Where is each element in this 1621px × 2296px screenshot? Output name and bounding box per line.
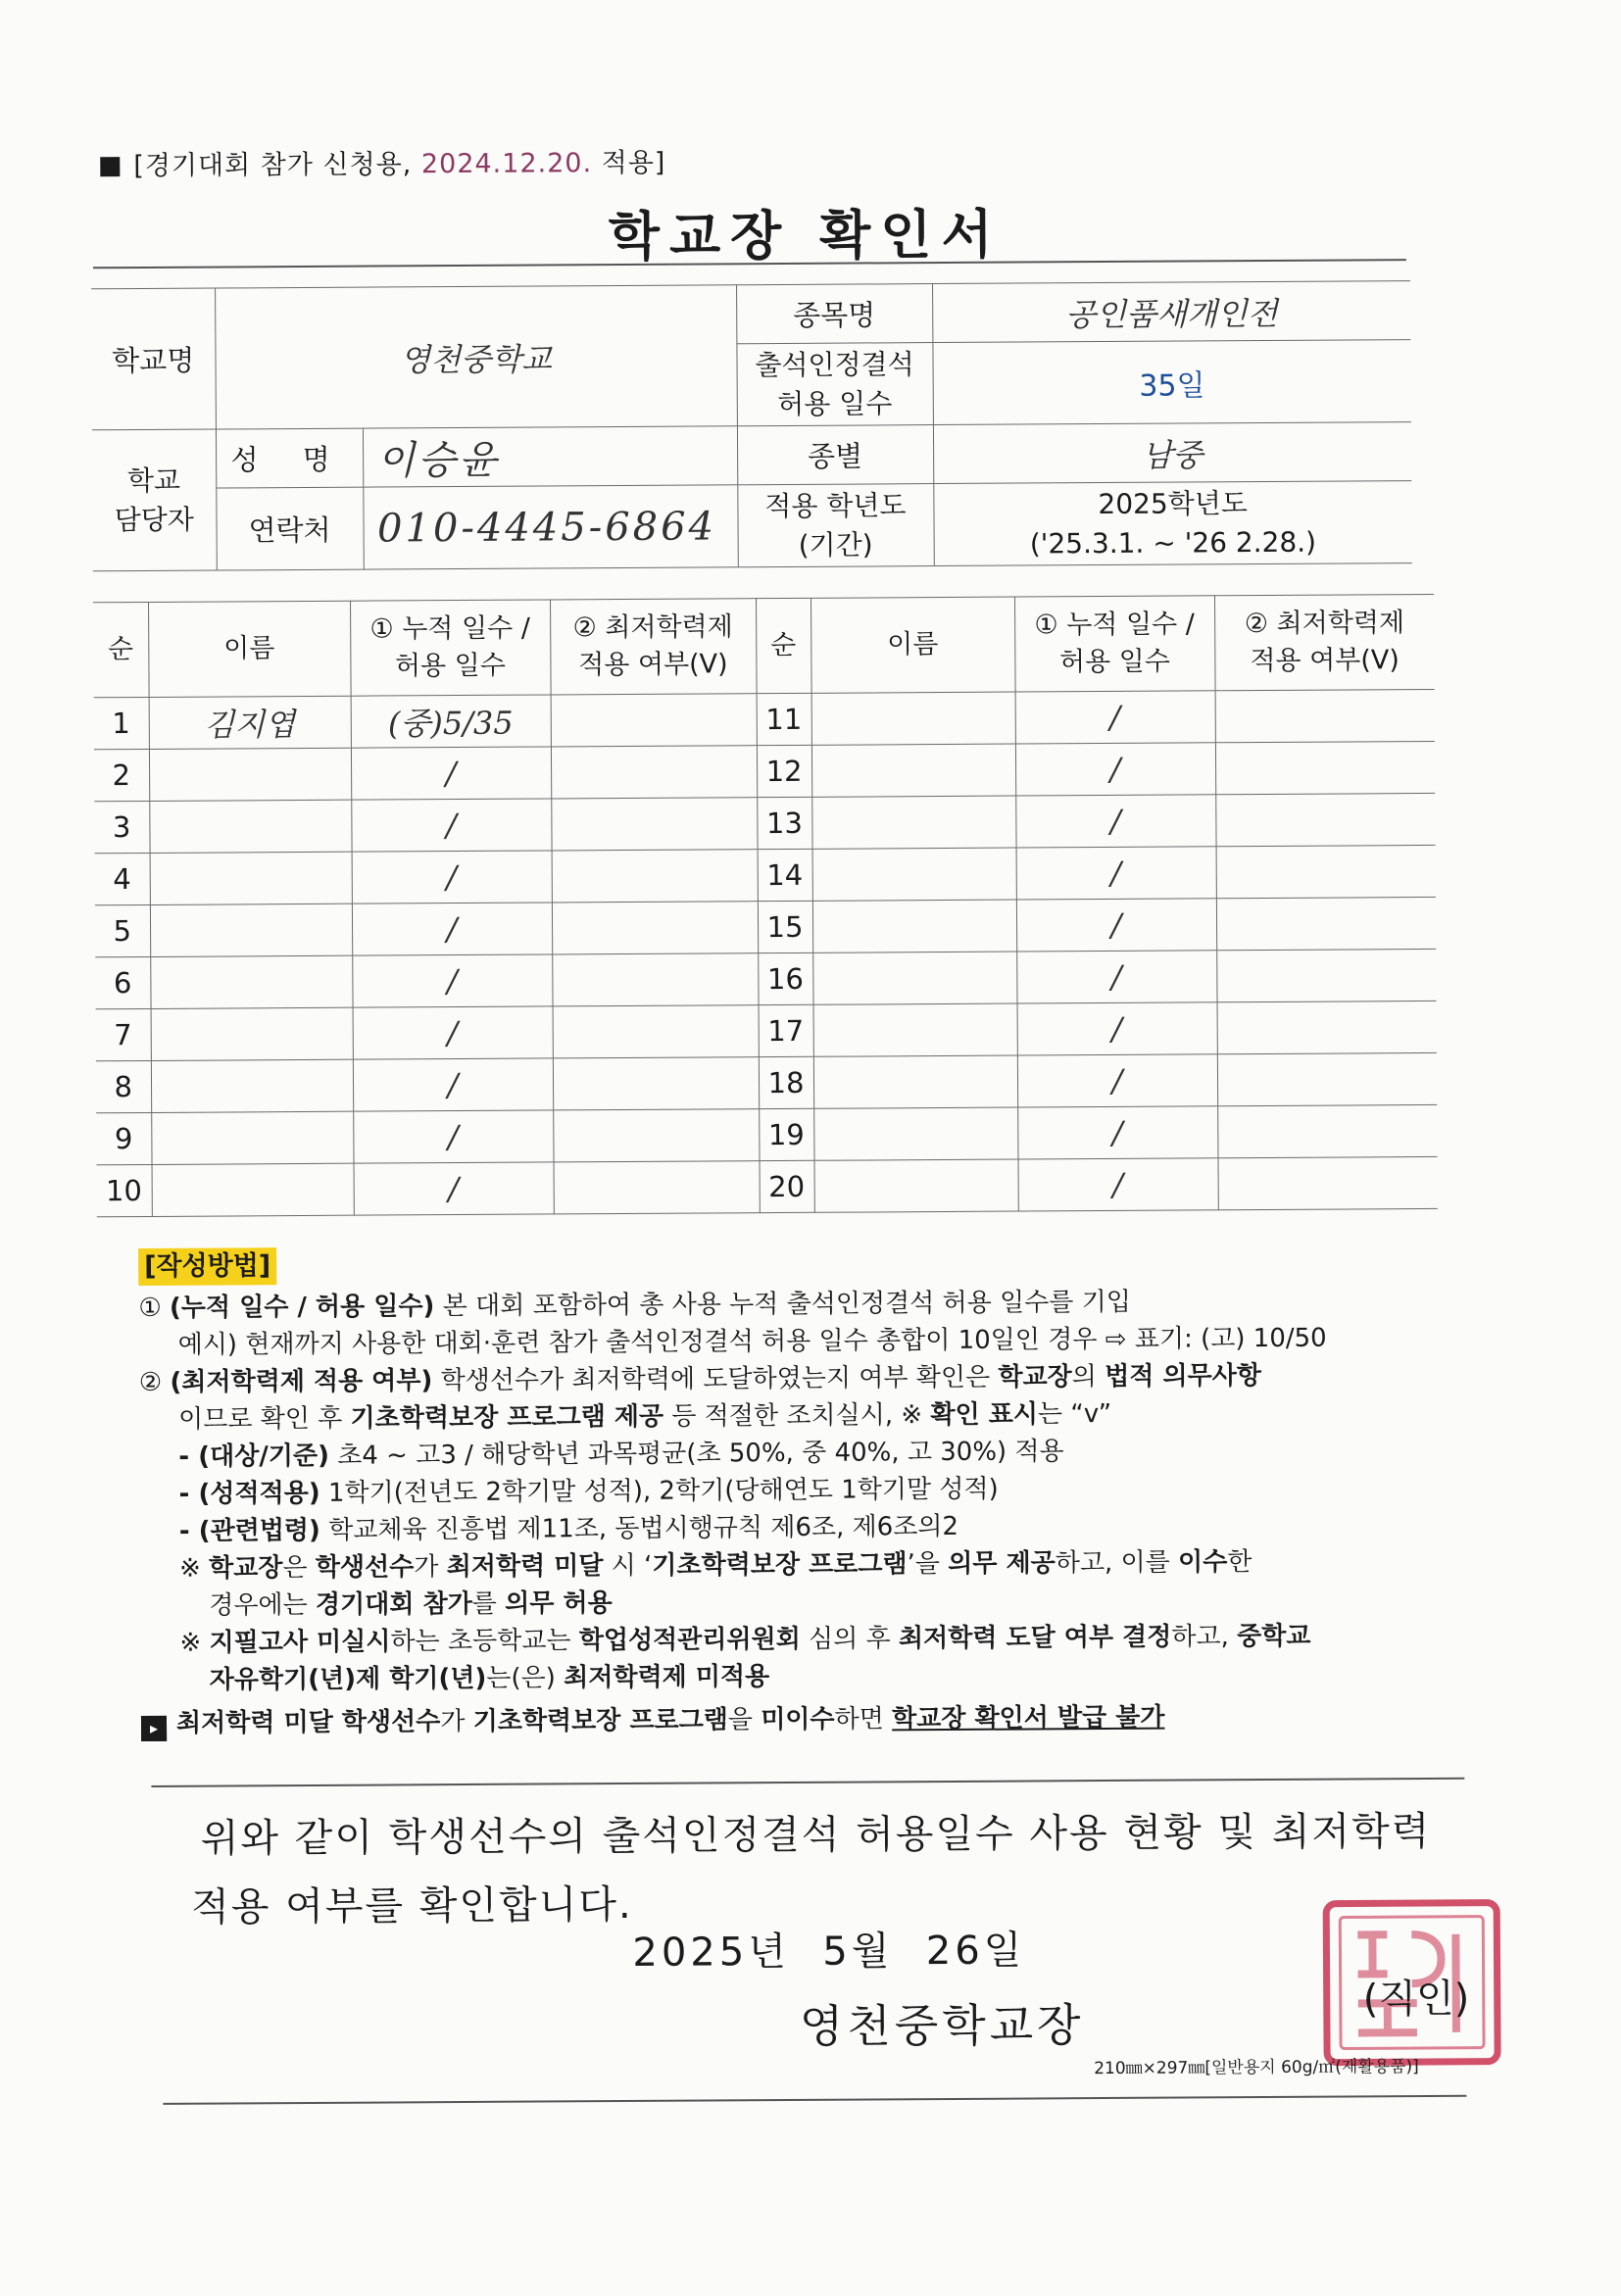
row-number: 1 [94,697,149,749]
days-used: / [351,799,551,852]
gender-value: 남중 [933,422,1411,484]
min-achievement-check [1215,793,1435,846]
event-label: 종목명 [736,284,932,344]
year-value: 2025학년도 ('25.3.1. ~ '26 2.28.) [933,481,1412,566]
student-name [151,1111,353,1164]
school-value: 영천중학교 [215,285,737,429]
student-name [152,1163,354,1216]
min-achievement-check [551,694,757,747]
instructions-heading: [작성방법] [138,1247,276,1286]
row-number: 17 [759,1004,813,1056]
form-tag-date: 2024.12.20. [420,148,593,180]
student-name [149,800,351,853]
principal-title: 영천중학교장 [799,1998,1085,2053]
min-achievement-header: ② 최저학력제 적용 여부(V) [550,599,757,695]
days-used: / [1018,1158,1218,1211]
row-number: 8 [96,1060,151,1112]
student-name [813,1107,1017,1160]
min-achievement-check [1215,689,1435,742]
min-achievement-check [553,1109,759,1162]
student-name [150,904,352,956]
arrow-box-icon: ▸ [141,1716,167,1741]
name-header: 이름 [810,597,1015,693]
instruction-line: - (관련법령) 학교체육 진흥법 제11조, 동법시행규칙 제6조, 제6조의2 [178,1511,959,1546]
days-used: / [1017,1054,1217,1107]
bottom-rule [163,2095,1466,2105]
min-achievement-check [1217,1052,1437,1105]
instruction-line: ※ 지필고사 미실시하는 초등학교는 학업성적관리위원회 심의 후 최저학력 도달 여부 결정하고, 중학교 [179,1621,1311,1658]
roster-row [97,1156,1438,1216]
confirmation-line: 적용 여부를 확인합니다. [191,1881,633,1930]
min-achievement-check [1218,1156,1438,1209]
roster-table [93,594,1438,1217]
roster-row [94,689,1435,749]
allowed-days-label: 출석인정결석 허용 일수 [736,343,933,426]
student-name [814,1159,1018,1212]
school-label: 학교명 [91,288,216,430]
days-used: / [353,1006,553,1059]
days-used: / [354,1162,554,1215]
row-number: 7 [96,1008,151,1060]
instruction-line: 예시) 현재까지 사용한 대회·훈련 참가 출석인정결석 허용 일수 총합이 10일인 경우 ⇨ 표기: (고) 10/50 [177,1323,1327,1360]
instruction-line: - (성적적용) 1학기(전년도 2학기말 성적), 2학기(당해연도 1학기말 성적) [178,1474,999,1509]
instruction-line: ※ 학교장은 학생선수가 최저학력 미달 시 ‘기초학력보장 프로그램’을 의무 제공하고, 이를 이수한 [178,1547,1253,1584]
row-number: 16 [758,953,812,1004]
row-number: 15 [758,901,812,953]
student-name [150,955,352,1008]
days-used: (중)5/35 [351,695,551,748]
row-number: 6 [95,956,150,1008]
days-used: / [1016,899,1216,952]
document-title: 학교장 확인서 [608,203,1003,269]
manager-label: 학교 담당자 [92,429,217,571]
student-name [812,848,1016,901]
year-label: 적용 학년도 (기간) [737,484,934,567]
student-name [150,852,352,904]
min-achievement-check [1215,741,1435,794]
roster-row [94,793,1435,853]
days-used: / [352,851,552,904]
days-header: ① 누적 일수 / 허용 일수 [350,600,551,696]
student-name [812,952,1016,1004]
row-number: 9 [96,1112,151,1164]
student-name [151,1059,353,1112]
instruction-line: ▸ 최저학력 미달 학생선수가 기초학력보장 프로그램을 미이수하면 학교장 확인서 발급 불가 [141,1697,1454,1742]
student-name [151,1007,353,1060]
roster-row [96,1052,1437,1112]
days-used: / [1015,743,1215,796]
days-used: / [1015,795,1215,848]
student-name [813,1055,1017,1108]
student-name [811,744,1015,797]
min-achievement-check [1217,1001,1437,1053]
min-achievement-check [551,746,757,799]
days-used: / [353,1058,553,1111]
row-number: 12 [757,745,811,797]
student-name [149,748,351,801]
form-tag [100,141,665,183]
manager-name: 이승윤 [363,426,737,487]
form-tag-suffix: 적용] [601,147,666,179]
name-label: 성 명 [216,428,363,488]
gender-label: 종별 [737,425,933,485]
roster-header-row [93,594,1435,697]
days-used: / [352,954,552,1007]
row-number: 13 [757,797,811,849]
phone-label: 연락처 [216,487,364,570]
roster-row [94,741,1435,801]
days-used: / [352,903,552,955]
min-achievement-check [1216,897,1436,950]
instruction-line: ② (최저학력제 적용 여부) 학생선수가 최저학력에 도달하였는지 여부 확인은 학교장의 법적 의무사항 [138,1361,1261,1398]
min-achievement-check [553,1005,759,1058]
roster-row [96,1104,1437,1164]
instruction-line: 이므로 확인 후 기초학력보장 프로그램 제공 등 적절한 조치실시, ※ 확인 표시는 “v” [178,1398,1112,1435]
row-number: 3 [94,801,149,853]
row-number: 2 [94,749,149,801]
min-achievement-check [551,798,757,851]
order-header: 순 [756,598,811,693]
min-achievement-check [552,850,758,903]
min-achievement-check [1216,845,1436,898]
min-achievement-header: ② 최저학력제 적용 여부(V) [1214,594,1435,690]
row-number: 10 [97,1164,152,1216]
roster-row [95,949,1436,1008]
row-number: 11 [757,693,811,745]
days-used: / [353,1110,553,1163]
instruction-line: ① (누적 일수 / 허용 일수) 본 대회 포함하여 총 사용 누적 출석인정결석 허용 일수를 기입 [138,1287,1132,1324]
section-rule [151,1778,1464,1787]
min-achievement-check [552,902,758,954]
roster-row [95,897,1436,956]
row-number: 5 [95,904,150,956]
student-name [811,692,1015,745]
confirmation-line: 위와 같이 학생선수의 출석인정결석 허용일수 사용 현황 및 최저학력 [200,1808,1432,1862]
days-used: / [1015,691,1215,744]
min-achievement-check [1216,949,1436,1001]
min-achievement-check [552,953,758,1006]
seal-label: (직인) [1362,1976,1470,2023]
min-achievement-check [554,1161,760,1214]
allowed-days-value: 35일 [932,340,1411,425]
days-used: / [1017,1106,1217,1159]
row-number: 20 [760,1160,814,1212]
days-header: ① 누적 일수 / 허용 일수 [1014,596,1215,692]
instructions [138,1241,1454,1742]
row-number: 14 [758,849,812,901]
roster-row [96,1001,1437,1060]
info-table [91,280,1412,571]
roster-row [95,845,1436,904]
min-achievement-check [553,1057,759,1110]
row-number: 18 [759,1056,813,1108]
row-number: 4 [95,853,150,904]
event-value: 공인품새개인전 [932,281,1410,343]
name-header: 이름 [148,601,351,697]
instruction-line: 경우에는 경기대회 참가를 의무 허용 [209,1588,613,1621]
days-used: / [1016,951,1216,1003]
row-number: 19 [759,1108,813,1160]
student-name [811,796,1015,849]
days-used: / [1016,847,1216,900]
square-bullet-icon [100,157,120,176]
form-tag-text: [경기대회 참가 신청용, [133,149,413,182]
days-used: / [351,747,551,800]
student-name [813,1003,1017,1056]
instruction-line: 자유학기(년)제 학기(년)는(은) 최저학력제 미적용 [209,1662,770,1695]
order-header: 순 [93,602,149,697]
manager-phone: 010-4445-6864 [363,485,738,569]
instruction-line: - (대상/기준) 초4 ~ 고3 / 해당학년 과목평균(초 50%, 중 40%, 고 30%) 적용 [178,1437,1064,1472]
student-name [812,900,1016,953]
min-achievement-check [1217,1104,1437,1157]
student-name: 김지엽 [149,696,351,749]
paper-spec: 210㎜×297㎜[일반용지 60g/㎡(재활용품)] [1094,2057,1419,2079]
days-used: / [1017,1002,1217,1055]
signature-date: 2025년 5월 26일 [632,1928,1026,1976]
